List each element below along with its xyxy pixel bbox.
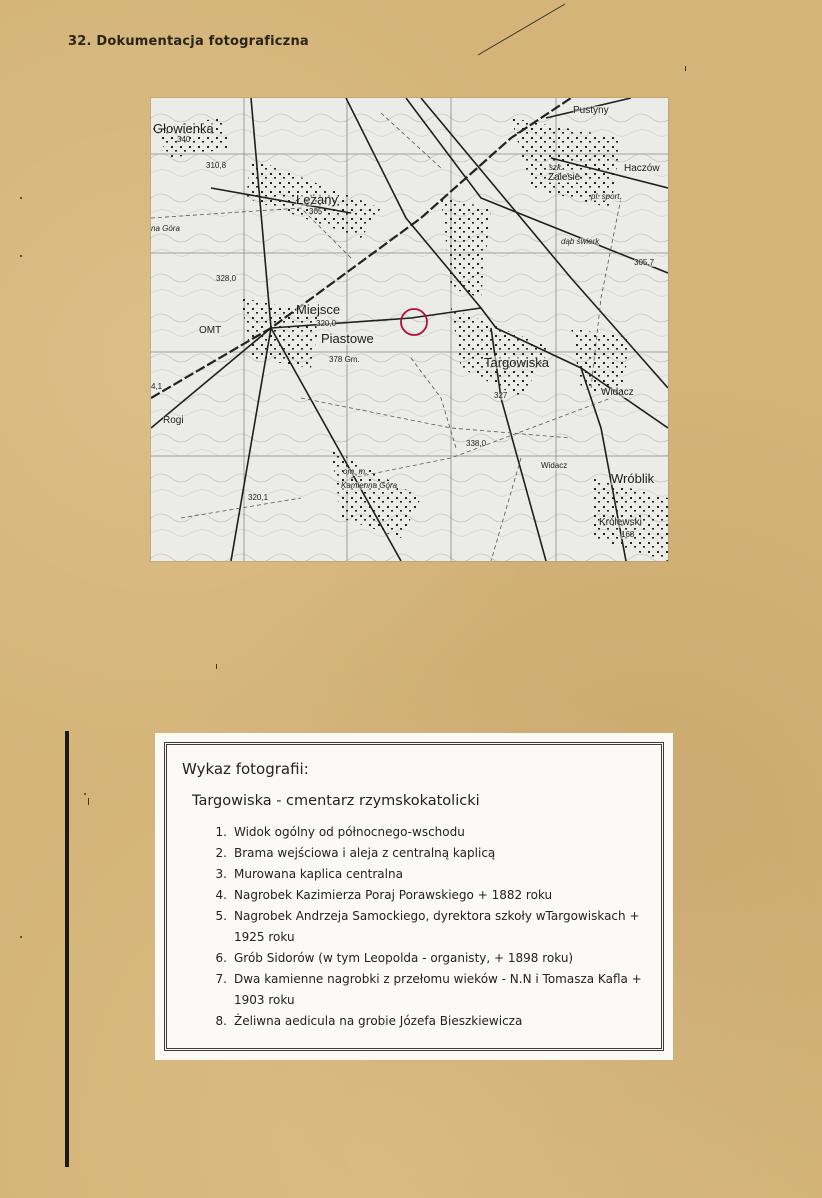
legend-subtitle: Targowiska - cmentarz rzymskokatolicki xyxy=(192,793,480,809)
item-number: 5. xyxy=(215,909,227,923)
item-number: 3. xyxy=(215,867,227,881)
speck xyxy=(88,798,89,805)
list-item xyxy=(200,906,660,948)
page-title: 32. Dokumentacja fotograficzna xyxy=(68,34,309,49)
photo-list xyxy=(200,822,660,1032)
label-szk: szk. xyxy=(549,163,564,172)
item-number: 7. xyxy=(215,972,227,986)
label-kamienna-gora: Kamienna Góra xyxy=(341,481,398,490)
elevation-label: 327 xyxy=(494,391,508,400)
item-text: Murowana kaplica centralna xyxy=(234,867,403,881)
item-text: Widok ogólny od północnego-wschodu xyxy=(234,825,465,839)
label-widacz: Widacz xyxy=(601,387,634,398)
elevation-label: 338,0 xyxy=(466,439,487,448)
speck xyxy=(84,793,86,795)
list-item xyxy=(200,969,660,1011)
elevation-label: 310,8 xyxy=(206,161,227,170)
label-pl-sport: pl. sport. xyxy=(591,192,622,201)
label-zalesie: Zalesie xyxy=(548,172,581,183)
label-wroblik: Wróblik xyxy=(611,471,655,486)
elevation-label: 340 xyxy=(177,135,191,144)
label-glowienka: Głowienka xyxy=(153,121,214,136)
label-piastowe: Piastowe xyxy=(321,331,374,346)
elevation-label: 305 xyxy=(309,207,323,216)
label-targowiska: Targowiska xyxy=(484,355,550,370)
speck xyxy=(20,197,22,199)
binding-strip xyxy=(65,731,69,1167)
speck xyxy=(20,936,22,938)
label-krolewski: Królewski xyxy=(599,517,642,528)
legend-title: Wykaz fotografii: xyxy=(182,760,309,778)
elevation-label: 320,0 xyxy=(316,319,337,328)
elevation-label: 168 xyxy=(621,530,635,539)
item-number: 2. xyxy=(215,846,227,860)
list-item xyxy=(200,822,660,843)
label-omt: OMT xyxy=(199,325,222,336)
map-drawing xyxy=(151,98,668,561)
speck xyxy=(685,66,686,71)
elevation-label: 4,1 xyxy=(151,382,163,391)
speck xyxy=(216,664,217,669)
label-dab-swierk: dąb świerk xyxy=(561,237,600,246)
label-na-gore: na Góra xyxy=(151,224,180,233)
list-item xyxy=(200,948,660,969)
topographic-map xyxy=(151,98,668,561)
item-number: 1. xyxy=(215,825,227,839)
list-item xyxy=(200,1011,660,1032)
item-number: 4. xyxy=(215,888,227,902)
photo-list-card xyxy=(155,733,673,1060)
item-text: Nagrobek Kazimierza Poraj Porawskiego + 1882 roku xyxy=(234,888,553,902)
list-item xyxy=(200,885,660,906)
item-text: Żeliwna aedicula na grobie Józefa Bieszkiewicza xyxy=(234,1014,523,1028)
label-miejsce: Miejsce xyxy=(296,302,341,317)
list-item xyxy=(200,843,660,864)
label-widacz-small: Widacz xyxy=(541,461,568,470)
label-pustyny: Pustyny xyxy=(573,105,609,116)
elevation-label: 320,1 xyxy=(248,493,269,502)
label-rogi: Rogi xyxy=(163,415,184,426)
elevation-label: 305,7 xyxy=(634,258,655,267)
elevation-label: 328,0 xyxy=(216,274,237,283)
item-text: Nagrobek Andrzeja Samockiego, dyrektora szkoły wTargowiskach + 1925 roku xyxy=(234,909,640,944)
label-lezany: Łężany xyxy=(296,192,338,207)
label-haczow: Haczów xyxy=(624,163,660,174)
item-number: 6. xyxy=(215,951,227,965)
list-item xyxy=(200,864,660,885)
item-text: Dwa kamienne nagrobki z przełomu wieków - N.N i Tomasza Kafla + 1903 roku xyxy=(234,972,642,1007)
item-number: 8. xyxy=(215,1014,227,1028)
item-text: Grób Sidorów (w tym Leopolda - organisty, + 1898 roku) xyxy=(234,951,574,965)
elevation-label: 378 Gm. xyxy=(329,355,360,364)
speck xyxy=(20,255,22,257)
item-text: Brama wejściowa i aleja z centralną kaplicą xyxy=(234,846,496,860)
label-om-m: om. m. xyxy=(343,467,368,476)
